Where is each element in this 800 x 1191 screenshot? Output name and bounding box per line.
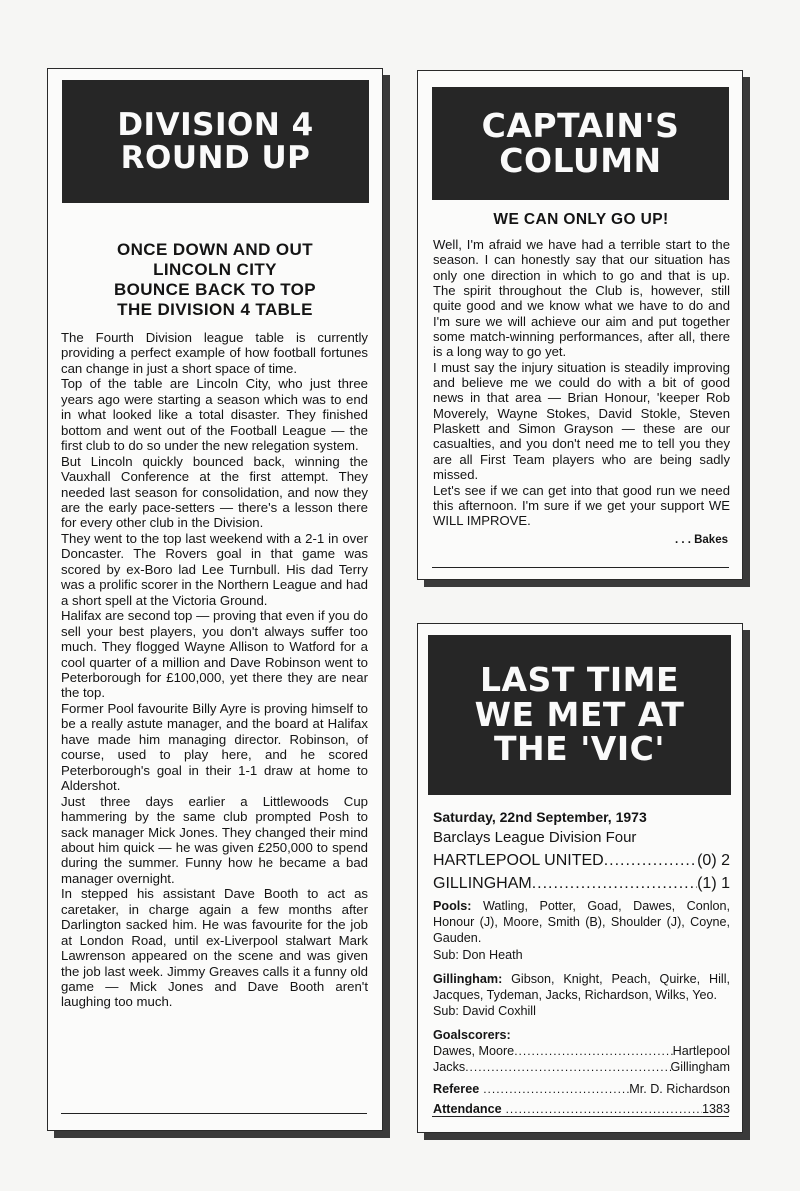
headline-line: LINCOLN CITY <box>153 260 277 279</box>
pools-label: Pools: <box>433 899 472 913</box>
captains-column-title-line: CAPTAIN'S <box>481 105 680 145</box>
division-4-article <box>61 330 368 1010</box>
match-competition: Barclays League Division Four <box>433 829 637 846</box>
article-paragraph: I must say the injury situation is steadily improving and believe me we could do with a bit of good news in that area — Brian Honour, 'keeper Rob Moverely, Wayne Stokes, David Stokle, Steven Plaskett and Simon Grayson — these are our casualties, and you don't need me to tell you they are all First Team players who are being sadly missed. <box>433 359 730 483</box>
article-paragraph: In stepped his assistant Dave Booth to act as caretaker, in charge again a few months after Darlington sacked him. He was favourite for the job at London Road, until ex-Liverpool stalwart Mark Lawrenson appeared on the scene and was given the job last week. Jimmy Greaves calls it a funny old game — Mick Jones and Dave Booth aren't laughing too much. <box>61 886 368 1010</box>
scorer-names: Dawes, Moore <box>433 1044 515 1059</box>
article-paragraph: Just three days earlier a Littlewoods Cup hammering by the same club prompted Posh to sack manager Mick Jones. They changed their mind about him quick — he was given £250,000 to spend during the summer. Funny how he became a bad manager overnight. <box>61 793 368 886</box>
headline-line: THE DIVISION 4 TABLE <box>117 300 313 319</box>
scorer-team: Gillingham <box>670 1060 730 1075</box>
scorer-row <box>433 1059 730 1075</box>
headline-line: ONCE DOWN AND OUT <box>117 240 313 259</box>
last-time-bottom-rule <box>432 1116 729 1117</box>
away-team-score: (1) 1 <box>697 875 730 892</box>
article-paragraph: Former Pool favourite Billy Ayre is proving himself to be a really astute manager, and the board at Halifax have made him managing director. Robinson, of course, used to play here, and he scored Peterborough's goal in their 1-1 draw at home to Aldershot. <box>61 700 368 794</box>
dot-leader <box>514 1043 672 1059</box>
gillingham-lineup <box>433 971 730 1003</box>
article-paragraph: Let's see if we can get into that good run we need this afternoon. I'm sure if we get your support WE WILL IMPROVE. <box>433 482 730 529</box>
away-team-row <box>433 872 730 895</box>
dot-leader <box>465 1059 670 1075</box>
dot-leader <box>483 1080 629 1098</box>
division-4-panel <box>47 68 383 1131</box>
home-team-name: HARTLEPOOL UNITED <box>433 852 604 869</box>
headline-line: BOUNCE BACK TO TOP <box>113 280 317 299</box>
referee-label: Referee <box>433 1082 480 1097</box>
home-team-row <box>433 849 730 872</box>
captains-column-headline: WE CAN ONLY GO UP! <box>493 211 669 228</box>
article-paragraph: But Lincoln quickly bounced back, winning the Vauxhall Conference at the first attempt. They needed last season for consolidation, and now they are the early pace-setters — there's a lesson there for every other club in the Division. <box>61 453 368 531</box>
captain-signature: . . . Bakes <box>674 533 728 546</box>
division-4-title-box <box>62 80 369 203</box>
away-team-name: GILLINGHAM <box>433 875 532 892</box>
captains-column-article <box>433 237 730 548</box>
referee-row <box>433 1080 730 1098</box>
home-team-score: (0) 2 <box>697 852 730 869</box>
pools-lineup <box>433 898 730 947</box>
division-4-bottom-rule <box>61 1113 367 1114</box>
last-time-title-line: THE 'VIC' <box>494 729 665 769</box>
dot-leader <box>532 872 697 895</box>
division-4-title-line: DIVISION 4 <box>117 106 314 143</box>
match-date: Saturday, 22nd September, 1973 <box>433 809 647 825</box>
scorer-row <box>433 1043 730 1059</box>
last-time-title-line: LAST TIME <box>479 660 679 700</box>
last-time-panel <box>417 623 743 1133</box>
article-paragraph: The Fourth Division league table is currently providing a perfect example of how football fortunes can change in just a short space of time. <box>61 330 368 376</box>
last-time-title-line: WE MET AT <box>474 694 685 734</box>
captains-column-panel <box>417 70 743 580</box>
captains-column-title-box <box>432 87 729 200</box>
article-paragraph: Halifax are second top — proving that even if you do sell your best players, you don't always suffer too much. They flogged Wayne Allison to Watford for a cool quarter of a million and Dave Robinson went to Peterborough for £100,000, yet there they are near the top. <box>61 608 368 701</box>
scorer-names: Jacks <box>433 1060 466 1075</box>
division-4-headline <box>54 240 376 320</box>
gillingham-label: Gillingham: <box>433 971 503 986</box>
article-paragraph: They went to the top last weekend with a 2-1 in over Doncaster. The Rovers goal in that game was scored by ex-Boro lad Lee Turnbull. His dad Terry was a prolific scorer in the Northern League and had a short spell at the Victoria Ground. <box>61 530 368 608</box>
gillingham-players: Gibson, Knight, Peach, Quirke, Hill, Jacques, Tydeman, Jacks, Richardson, Wilks, Yeo. <box>433 971 730 1003</box>
dot-leader <box>604 849 697 872</box>
captains-column-title-line: COLUMN <box>499 140 662 180</box>
attendance-label: Attendance <box>433 1102 502 1117</box>
pools-sub: Sub: Don Heath <box>433 947 523 962</box>
goalscorers-label: Goalscorers: <box>433 1028 511 1043</box>
captains-column-bottom-rule <box>432 567 729 568</box>
pools-players: Watling, Potter, Goad, Dawes, Conlon, Honour (J), Moore, Smith (B), Shoulder (J), Coyne, Gauden. <box>433 899 731 946</box>
referee-value: Mr. D. Richardson <box>629 1082 730 1097</box>
division-4-title-line: ROUND UP <box>120 139 311 176</box>
gillingham-sub: Sub: David Coxhill <box>433 1004 536 1019</box>
article-paragraph: Well, I'm afraid we have had a terrible start to the season. I can honestly say that our situation has only one direction in which to go and that is up. The spirit throughout the Club is, however, still quite good and we know what we have to do and I'm sure we will achieve our aim and put together some match-winning performances, after all, there is a long way to go yet. <box>433 237 730 360</box>
scorer-team: Hartlepool <box>672 1044 730 1059</box>
match-report <box>433 807 730 1118</box>
attendance-value: 1383 <box>701 1102 730 1117</box>
article-paragraph: Top of the table are Lincoln City, who just three years ago were starting a season which was to end in what looked like a total disaster. They finished bottom and went out of the Football League — the first club to do so under the new relegation system. <box>61 376 368 454</box>
last-time-title-box <box>428 635 731 795</box>
